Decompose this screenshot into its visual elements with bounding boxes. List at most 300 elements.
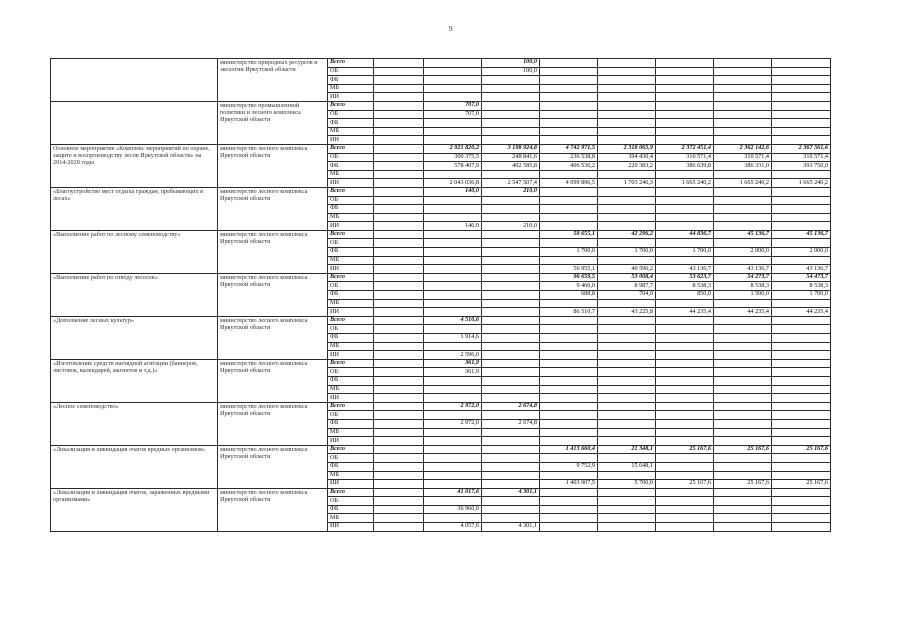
amount-cell xyxy=(374,291,424,300)
amount-cell: 54 273,7 xyxy=(714,273,772,282)
amount-cell xyxy=(598,256,656,265)
amount-cell xyxy=(772,205,831,214)
amount-cell xyxy=(714,299,772,308)
amount-cell xyxy=(482,359,540,368)
amount-cell: 56 955,1 xyxy=(540,265,598,274)
amount-cell: 300 375,5 xyxy=(424,153,482,162)
amount-cell xyxy=(482,196,540,205)
amount-cell xyxy=(714,454,772,463)
amount-cell xyxy=(424,67,482,76)
amount-cell xyxy=(714,59,772,68)
amount-cell xyxy=(772,411,831,420)
amount-cell: 43 136,7 xyxy=(656,265,714,274)
amount-cell xyxy=(772,316,831,325)
amount-cell xyxy=(540,325,598,334)
amount-cell xyxy=(772,67,831,76)
amount-cell xyxy=(424,84,482,93)
amount-cell xyxy=(714,334,772,343)
funding-source-cell: ИИ xyxy=(328,308,374,317)
funding-source-cell: ИИ xyxy=(328,480,374,489)
funding-source-cell: Всего xyxy=(328,187,374,196)
amount-cell xyxy=(714,368,772,377)
amount-cell: 236 538,8 xyxy=(540,153,598,162)
amount-cell: 25 167,6 xyxy=(656,480,714,489)
amount-cell: 1 403 907,5 xyxy=(540,480,598,489)
amount-cell xyxy=(714,84,772,93)
funding-source-cell: Всего xyxy=(328,445,374,454)
amount-cell: 140,0 xyxy=(424,222,482,231)
amount-cell xyxy=(772,325,831,334)
funding-source-cell: ИИ xyxy=(328,179,374,188)
amount-cell xyxy=(540,488,598,497)
amount-cell xyxy=(424,437,482,446)
amount-cell xyxy=(772,462,831,471)
amount-cell xyxy=(540,84,598,93)
amount-cell: 4 742 971,5 xyxy=(540,144,598,153)
table-row xyxy=(51,101,831,110)
amount-cell: 4 510,6 xyxy=(424,316,482,325)
amount-cell xyxy=(656,411,714,420)
amount-cell: 25 167,6 xyxy=(772,480,831,489)
amount-cell: 2 000,0 xyxy=(714,248,772,257)
funding-source-cell: МБ xyxy=(328,84,374,93)
amount-cell xyxy=(482,170,540,179)
funding-source-cell: ИИ xyxy=(328,351,374,360)
amount-cell xyxy=(772,342,831,351)
amount-cell: 1 700,0 xyxy=(540,248,598,257)
amount-cell: 9 460,0 xyxy=(540,282,598,291)
funding-source-cell: ИИ xyxy=(328,523,374,532)
amount-cell xyxy=(374,101,424,110)
amount-cell xyxy=(374,505,424,514)
amount-cell xyxy=(482,282,540,291)
amount-cell xyxy=(540,368,598,377)
amount-cell xyxy=(598,334,656,343)
amount-cell xyxy=(482,342,540,351)
amount-cell xyxy=(714,170,772,179)
table-row xyxy=(51,488,831,497)
amount-cell xyxy=(656,101,714,110)
amount-cell xyxy=(482,265,540,274)
amount-cell xyxy=(374,144,424,153)
amount-cell xyxy=(374,359,424,368)
amount-cell xyxy=(540,385,598,394)
amount-cell xyxy=(374,153,424,162)
amount-cell xyxy=(374,514,424,523)
amount-cell xyxy=(540,351,598,360)
amount-cell xyxy=(714,394,772,403)
amount-cell xyxy=(374,368,424,377)
amount-cell xyxy=(656,454,714,463)
amount-cell xyxy=(424,230,482,239)
amount-cell: 40 596,2 xyxy=(598,265,656,274)
amount-cell xyxy=(598,514,656,523)
amount-cell xyxy=(714,325,772,334)
amount-cell xyxy=(424,394,482,403)
amount-cell xyxy=(540,213,598,222)
amount-cell xyxy=(424,256,482,265)
amount-cell: 86 510,7 xyxy=(540,308,598,317)
amount-cell: 2 362 142,6 xyxy=(714,144,772,153)
amount-cell xyxy=(714,256,772,265)
table-row xyxy=(51,359,831,368)
amount-cell xyxy=(598,359,656,368)
amount-cell xyxy=(714,351,772,360)
funding-source-cell: Всего xyxy=(328,230,374,239)
amount-cell xyxy=(714,359,772,368)
amount-cell xyxy=(540,222,598,231)
amount-cell xyxy=(424,480,482,489)
amount-cell xyxy=(540,505,598,514)
amount-cell: 707,0 xyxy=(424,110,482,119)
amount-cell xyxy=(772,394,831,403)
amount-cell xyxy=(374,402,424,411)
amount-cell xyxy=(598,136,656,145)
amount-cell xyxy=(424,265,482,274)
amount-cell xyxy=(540,402,598,411)
amount-cell xyxy=(482,394,540,403)
funding-source-cell: ОБ xyxy=(328,239,374,248)
amount-cell: 310 571,4 xyxy=(772,153,831,162)
amount-cell xyxy=(772,196,831,205)
amount-cell xyxy=(374,428,424,437)
amount-cell xyxy=(374,471,424,480)
amount-cell xyxy=(714,213,772,222)
amount-cell xyxy=(714,119,772,128)
amount-cell xyxy=(482,230,540,239)
amount-cell xyxy=(374,454,424,463)
amount-cell xyxy=(656,419,714,428)
executor-cell: министерство лесного комплекса Иркутской области xyxy=(218,402,328,445)
amount-cell xyxy=(772,127,831,136)
amount-cell xyxy=(714,67,772,76)
table-row xyxy=(51,144,831,153)
amount-cell xyxy=(374,67,424,76)
page-number: 9 xyxy=(449,25,453,33)
amount-cell: 210,0 xyxy=(482,187,540,196)
amount-cell: 100,0 xyxy=(482,67,540,76)
amount-cell xyxy=(772,359,831,368)
amount-cell xyxy=(374,196,424,205)
amount-cell xyxy=(598,376,656,385)
amount-cell xyxy=(772,514,831,523)
amount-cell xyxy=(424,136,482,145)
amount-cell: 25 167,6 xyxy=(656,445,714,454)
amount-cell xyxy=(374,119,424,128)
amount-cell xyxy=(482,445,540,454)
amount-cell xyxy=(714,101,772,110)
funding-source-cell: ОБ xyxy=(328,325,374,334)
amount-cell xyxy=(656,376,714,385)
amount-cell xyxy=(656,368,714,377)
amount-cell xyxy=(598,299,656,308)
amount-cell xyxy=(656,497,714,506)
funding-source-cell: МБ xyxy=(328,213,374,222)
amount-cell: 4 301,1 xyxy=(482,488,540,497)
amount-cell xyxy=(598,187,656,196)
funding-source-cell: ИИ xyxy=(328,265,374,274)
amount-cell xyxy=(424,205,482,214)
table-body xyxy=(51,59,831,532)
amount-cell xyxy=(656,239,714,248)
amount-cell: 44 235,4 xyxy=(656,308,714,317)
amount-cell xyxy=(482,480,540,489)
amount-cell xyxy=(374,84,424,93)
funding-source-cell: ОБ xyxy=(328,282,374,291)
amount-cell: 44 235,4 xyxy=(714,308,772,317)
amount-cell xyxy=(656,334,714,343)
amount-cell xyxy=(598,127,656,136)
amount-cell xyxy=(424,248,482,257)
amount-cell xyxy=(540,76,598,85)
amount-cell xyxy=(714,239,772,248)
amount-cell xyxy=(374,127,424,136)
amount-cell xyxy=(482,136,540,145)
funding-source-cell: ФБ xyxy=(328,462,374,471)
amount-cell: 391 750,0 xyxy=(772,162,831,171)
amount-cell: 4 057,6 xyxy=(424,523,482,532)
amount-cell: 2 547 507,4 xyxy=(482,179,540,188)
amount-cell xyxy=(714,419,772,428)
amount-cell xyxy=(714,497,772,506)
amount-cell: 361,9 xyxy=(424,368,482,377)
amount-cell xyxy=(374,385,424,394)
amount-cell xyxy=(772,222,831,231)
amount-cell xyxy=(482,84,540,93)
amount-cell xyxy=(598,316,656,325)
event-name-cell: «Дополнение лесных культур» xyxy=(51,316,218,359)
amount-cell xyxy=(714,376,772,385)
amount-cell xyxy=(598,110,656,119)
amount-cell xyxy=(656,471,714,480)
amount-cell xyxy=(482,239,540,248)
amount-cell xyxy=(482,497,540,506)
amount-cell xyxy=(424,411,482,420)
amount-cell: 8 538,3 xyxy=(714,282,772,291)
funding-source-cell: ФБ xyxy=(328,76,374,85)
amount-cell xyxy=(656,256,714,265)
amount-cell xyxy=(374,308,424,317)
amount-cell: 58 655,1 xyxy=(540,230,598,239)
event-name-cell: Основное мероприятие «Комплекс мероприятий по охране, защите и воспроизводству лесов Иркутской области» на 2014-2020 годы xyxy=(51,144,218,187)
amount-cell xyxy=(772,93,831,102)
amount-cell xyxy=(656,127,714,136)
amount-cell xyxy=(714,514,772,523)
amount-cell xyxy=(540,127,598,136)
amount-cell xyxy=(424,342,482,351)
amount-cell: 1 700,0 xyxy=(772,291,831,300)
amount-cell xyxy=(598,213,656,222)
funding-source-cell: ФБ xyxy=(328,419,374,428)
amount-cell xyxy=(540,394,598,403)
amount-cell xyxy=(772,419,831,428)
funding-source-cell: МБ xyxy=(328,385,374,394)
amount-cell xyxy=(374,162,424,171)
amount-cell xyxy=(374,273,424,282)
amount-cell xyxy=(482,454,540,463)
amount-cell xyxy=(374,136,424,145)
amount-cell xyxy=(772,170,831,179)
amount-cell xyxy=(714,222,772,231)
table-row xyxy=(51,316,831,325)
amount-cell xyxy=(424,462,482,471)
amount-cell xyxy=(772,385,831,394)
executor-cell: министерство лесного комплекса Иркутской области xyxy=(218,445,328,488)
amount-cell xyxy=(424,282,482,291)
amount-cell xyxy=(424,291,482,300)
amount-cell: 220 383,2 xyxy=(598,162,656,171)
amount-cell xyxy=(374,334,424,343)
amount-cell xyxy=(772,299,831,308)
amount-cell xyxy=(598,394,656,403)
amount-cell xyxy=(598,239,656,248)
amount-cell xyxy=(598,428,656,437)
amount-cell xyxy=(772,437,831,446)
amount-cell xyxy=(598,497,656,506)
amount-cell xyxy=(482,316,540,325)
funding-source-cell: Всего xyxy=(328,402,374,411)
amount-cell xyxy=(772,428,831,437)
amount-cell xyxy=(374,394,424,403)
amount-cell xyxy=(656,213,714,222)
amount-cell xyxy=(424,428,482,437)
amount-cell: 2 596,0 xyxy=(424,351,482,360)
amount-cell xyxy=(772,110,831,119)
amount-cell: 140,0 xyxy=(424,187,482,196)
amount-cell: 2 921 820,2 xyxy=(424,144,482,153)
amount-cell xyxy=(374,480,424,489)
amount-cell xyxy=(540,514,598,523)
amount-cell xyxy=(374,170,424,179)
funding-source-cell: ОБ xyxy=(328,153,374,162)
amount-cell xyxy=(598,222,656,231)
amount-cell: 1 665 240,2 xyxy=(656,179,714,188)
funding-source-cell: ОБ xyxy=(328,196,374,205)
amount-cell xyxy=(772,402,831,411)
amount-cell: 4 099 896,5 xyxy=(540,179,598,188)
amount-cell: 8 987,7 xyxy=(598,282,656,291)
amount-cell xyxy=(540,256,598,265)
executor-cell: министерство природных ресурсов и экологии Иркутской области xyxy=(218,59,328,102)
funding-source-cell: ОБ xyxy=(328,411,374,420)
table-row xyxy=(51,187,831,196)
funding-source-cell: МБ xyxy=(328,170,374,179)
amount-cell: 1 914,6 xyxy=(424,334,482,343)
table-row xyxy=(51,402,831,411)
funding-source-cell: ФБ xyxy=(328,248,374,257)
amount-cell xyxy=(374,462,424,471)
funding-source-cell: Всего xyxy=(328,316,374,325)
amount-cell xyxy=(540,471,598,480)
funding-source-cell: МБ xyxy=(328,428,374,437)
amount-cell xyxy=(482,273,540,282)
funding-source-cell: ФБ xyxy=(328,291,374,300)
event-name-cell xyxy=(51,59,218,102)
funding-source-cell: МБ xyxy=(328,471,374,480)
amount-cell xyxy=(656,394,714,403)
amount-cell xyxy=(374,256,424,265)
executor-cell: министерство лесного комплекса Иркутской области xyxy=(218,230,328,273)
amount-cell: 2 043 036,8 xyxy=(424,179,482,188)
amount-cell xyxy=(540,136,598,145)
amount-cell xyxy=(374,187,424,196)
amount-cell: 25 167,6 xyxy=(714,445,772,454)
amount-cell xyxy=(374,523,424,532)
amount-cell xyxy=(772,505,831,514)
amount-cell: 100,0 xyxy=(482,59,540,68)
executor-cell: министерство промышленной политики и лесного комплекса Иркутской области xyxy=(218,101,328,144)
amount-cell xyxy=(374,239,424,248)
amount-cell xyxy=(374,325,424,334)
amount-cell xyxy=(772,471,831,480)
amount-cell xyxy=(656,205,714,214)
amount-cell xyxy=(598,205,656,214)
amount-cell xyxy=(482,334,540,343)
funding-source-cell: ИИ xyxy=(328,437,374,446)
amount-cell xyxy=(482,325,540,334)
amount-cell xyxy=(598,471,656,480)
amount-cell xyxy=(374,351,424,360)
funding-source-cell: ОБ xyxy=(328,368,374,377)
event-name-cell: «Выполнение работ по отводу лесосек» xyxy=(51,273,218,316)
amount-cell xyxy=(772,454,831,463)
amount-cell xyxy=(424,273,482,282)
funding-source-cell: Всего xyxy=(328,144,374,153)
amount-cell xyxy=(424,471,482,480)
amount-cell xyxy=(374,282,424,291)
amount-cell xyxy=(714,76,772,85)
funding-source-cell: ИИ xyxy=(328,93,374,102)
amount-cell: 8 538,3 xyxy=(656,282,714,291)
amount-cell xyxy=(772,239,831,248)
amount-cell xyxy=(598,488,656,497)
amount-cell xyxy=(540,342,598,351)
amount-cell: 36 960,0 xyxy=(424,505,482,514)
amount-cell xyxy=(598,59,656,68)
amount-cell xyxy=(656,325,714,334)
amount-cell xyxy=(540,437,598,446)
event-name-cell: «Локализация и ликвидация очагов вредных организмов» xyxy=(51,445,218,488)
amount-cell xyxy=(772,213,831,222)
amount-cell xyxy=(374,411,424,420)
amount-cell xyxy=(424,376,482,385)
amount-cell xyxy=(374,179,424,188)
amount-cell: 2 000,0 xyxy=(772,248,831,257)
amount-cell xyxy=(714,110,772,119)
amount-cell xyxy=(424,514,482,523)
amount-cell xyxy=(656,299,714,308)
amount-cell xyxy=(424,497,482,506)
amount-cell xyxy=(656,462,714,471)
amount-cell xyxy=(714,127,772,136)
amount-cell xyxy=(374,376,424,385)
amount-cell xyxy=(598,76,656,85)
funding-source-cell: ФБ xyxy=(328,205,374,214)
amount-cell: 1 665 240,2 xyxy=(714,179,772,188)
amount-cell xyxy=(374,248,424,257)
amount-cell xyxy=(598,523,656,532)
amount-cell xyxy=(656,110,714,119)
table-row xyxy=(51,230,831,239)
amount-cell xyxy=(374,265,424,274)
funding-source-cell: ИИ xyxy=(328,394,374,403)
amount-cell xyxy=(424,93,482,102)
amount-cell xyxy=(374,488,424,497)
amount-cell xyxy=(540,205,598,214)
amount-cell xyxy=(540,239,598,248)
amount-cell xyxy=(540,428,598,437)
amount-cell: 96 659,5 xyxy=(540,273,598,282)
